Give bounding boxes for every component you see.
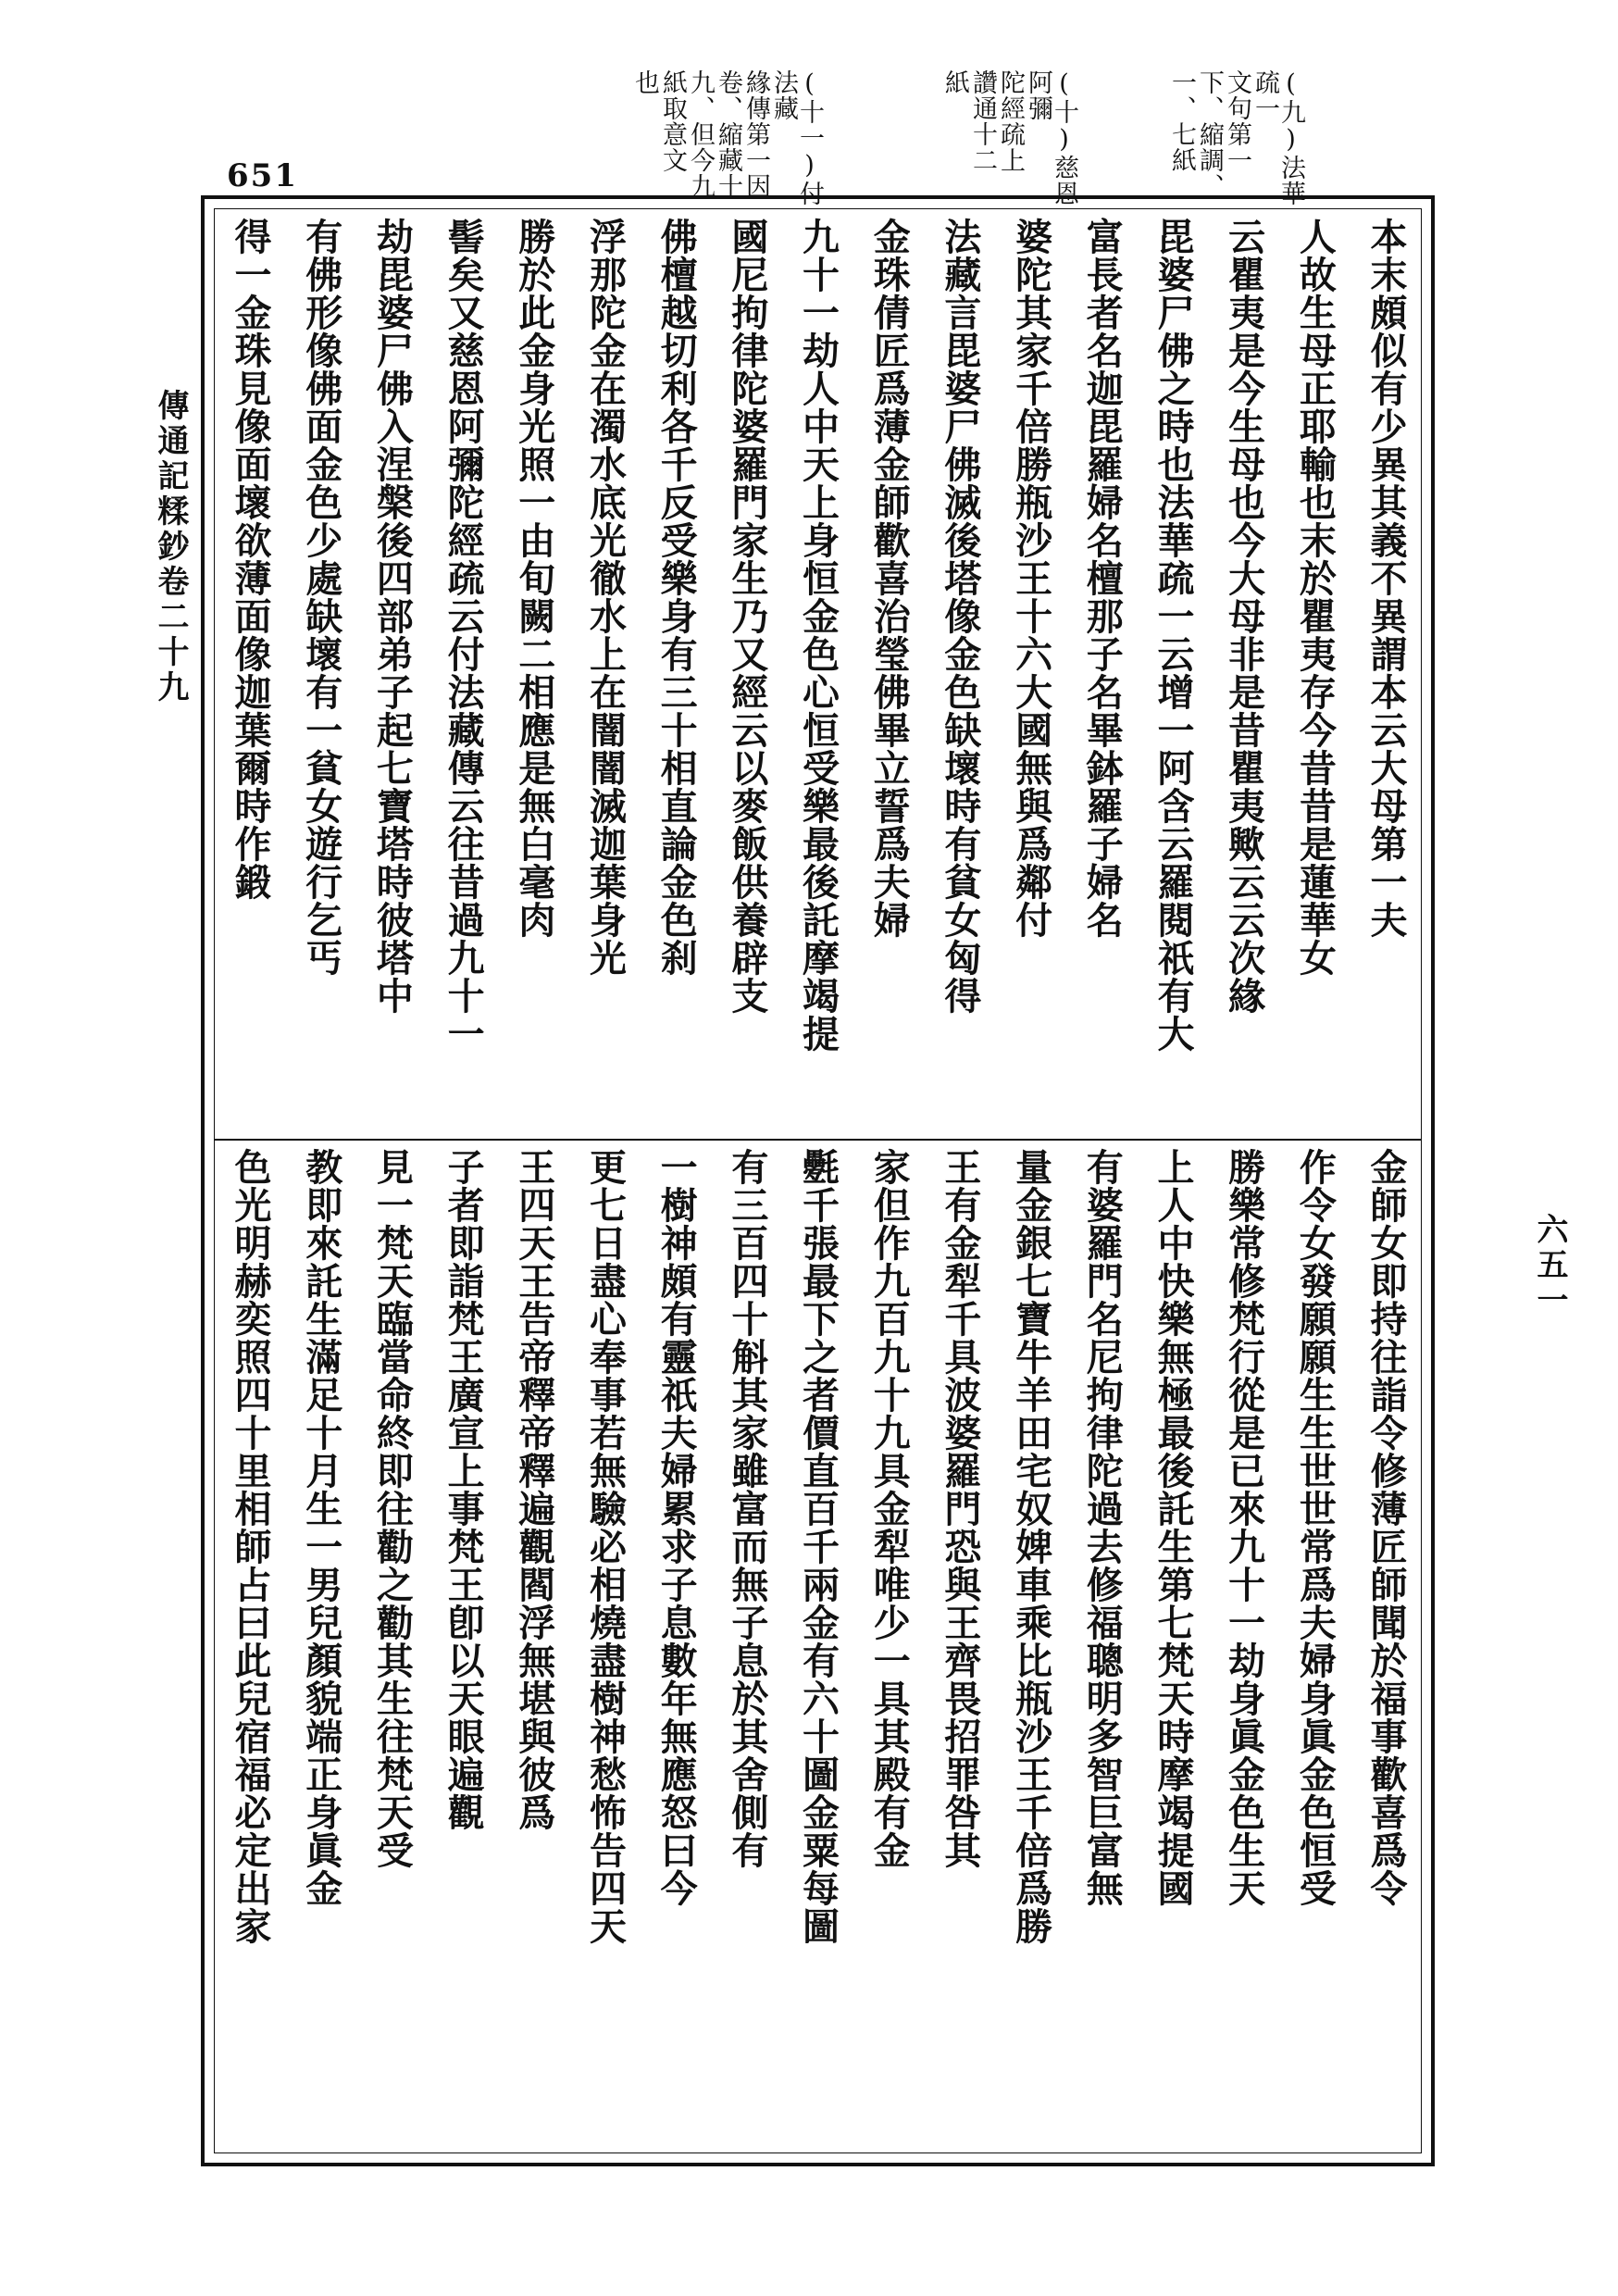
text-column: 作令女發願願生生世世常爲夫婦身眞金色恒受 xyxy=(1293,1148,1338,1907)
text-column: 勝樂常修梵行從是已來九十一劫身眞金色生天 xyxy=(1222,1148,1266,1907)
text-column: 人故生母正耶輸也末於瞿夷存今昔昔是蓮華女 xyxy=(1293,218,1338,977)
text-column: 子者即詣梵王廣宣上事梵王卽以天眼遍觀 xyxy=(442,1148,486,1831)
text-column: 佛檀越切利各千反受樂身有三十相直論金色刹 xyxy=(654,218,699,977)
text-column: 法藏言毘婆尸佛滅後塔像金色缺壞時有貧女匈得 xyxy=(938,218,982,1015)
text-column: 勝於此金身光照一由旬闕二相應是無白毫肉 xyxy=(512,218,556,939)
folio-number: 六五一 xyxy=(1531,1213,1568,1318)
text-column: 金師女即持往詣令修薄匠師聞於福事歡喜爲令 xyxy=(1364,1148,1408,1907)
text-column: 髻矣又慈恩阿彌陀經疏云付法藏傳云往昔過九十一 xyxy=(442,218,486,1053)
head-note-10 xyxy=(941,69,1077,208)
text-column: 有佛形像佛面金色少處缺壞有一貧女遊行乞丐 xyxy=(299,218,343,977)
head-note-line: 陀經疏上 xyxy=(996,69,1025,173)
text-column: 金珠倩匠爲薄金師歡喜治瑩佛畢立誓爲夫婦 xyxy=(867,218,912,939)
head-note-line: 下、縮調、 xyxy=(1195,69,1224,199)
head-note-line: 一、七紙 xyxy=(1167,69,1196,173)
text-column: 量金銀七寶牛羊田宅奴婢車乘比瓶沙王千倍爲勝 xyxy=(1009,1148,1053,1945)
head-note-9 xyxy=(1168,69,1303,208)
text-frame xyxy=(201,195,1435,2166)
text-column: 氎千張最下之者價直百千兩金有六十圖金粟每圖 xyxy=(796,1148,840,1945)
head-note-line: (十)慈恩阿彌 xyxy=(1024,69,1078,206)
upper-register xyxy=(223,218,1413,1134)
register-divider xyxy=(214,1139,1422,1141)
head-note-line: 卷、縮藏十 xyxy=(714,69,742,199)
text-column: 富長者名迦毘羅婦名檀那子名畢鉢羅子婦名 xyxy=(1080,218,1125,939)
text-column: 劫毘婆尸佛入涅槃後四部弟子起七寶塔時彼塔中 xyxy=(370,218,415,1015)
text-column: 毘婆尸佛之時也法華疏一云增一阿含云羅閱祇有大 xyxy=(1151,218,1195,1053)
text-column: 一樹神頗有靈祇夫婦累求子息數年無應怒曰今 xyxy=(654,1148,699,1907)
page-number: 651 xyxy=(227,157,298,194)
text-column: 見一梵天臨當命終即往勸之勸其生往梵天受 xyxy=(370,1148,415,1869)
text-column: 國尼拘律陀婆羅門家生乃又經云以麥飯供養辟支 xyxy=(725,218,769,1015)
text-column: 九十一劫人中天上身恒金色心恒受樂最後託摩竭提 xyxy=(796,218,840,1053)
head-note-11 xyxy=(631,69,822,208)
text-column: 云瞿夷是今生母也今大母非是昔瞿夷歟云云次緣 xyxy=(1222,218,1266,1015)
head-notes xyxy=(631,69,822,208)
text-column: 家但作九百九十九具金犁唯少一具其殿有金 xyxy=(867,1148,912,1869)
text-column: 更七日盡心奉事若無驗必相燒盡樹神愁怖告四天 xyxy=(583,1148,628,1945)
head-note-line: 紙 xyxy=(940,69,969,95)
head-note-line: 九、但今九 xyxy=(686,69,715,199)
text-column: 色光明赫奕照四十里相師占曰此兒宿福必定出家 xyxy=(229,1148,272,1945)
head-notes xyxy=(1168,69,1303,208)
head-note-line: (九)法華疏一 xyxy=(1251,69,1305,206)
text-column: 王四天王告帝釋帝釋遍觀閻浮無堪與彼爲 xyxy=(512,1148,556,1831)
head-note-line: 讚通十二 xyxy=(968,69,997,173)
running-title: 傳通記糅鈔卷二十九 xyxy=(152,389,189,705)
text-column: 上人中快樂無極最後託生第七梵天時摩竭提國 xyxy=(1151,1148,1195,1907)
text-column: 浮那陀金在濁水底光徹水上在闇闇滅迦葉身光 xyxy=(583,218,628,977)
text-column: 本末頗似有少異其義不異謂本云大母第一夫 xyxy=(1364,218,1408,939)
head-note-line: 緣傳第一因 xyxy=(741,69,770,199)
head-notes xyxy=(941,69,1077,208)
lower-register xyxy=(223,1148,1413,2143)
text-column: 教即來託生滿足十月生一男兒顏貌端正身眞金 xyxy=(299,1148,343,1907)
head-note-line: 也 xyxy=(630,69,659,95)
head-note-line: 紙取意文 xyxy=(658,69,687,173)
text-column: 婆陀其家千倍勝瓶沙王十六大國無與爲鄰付 xyxy=(1009,218,1053,939)
head-note-line: 文句第一 xyxy=(1223,69,1251,173)
text-column: 有婆羅門名尼拘律陀過去修福聰明多智巨富無 xyxy=(1080,1148,1125,1907)
text-column: 有三百四十斛其家雖富而無子息於其舍側有 xyxy=(725,1148,769,1869)
text-column: 王有金犁千具波婆羅門恐與王齊畏招罪咎其 xyxy=(938,1148,982,1869)
head-note-line: (十一)付法藏 xyxy=(769,69,824,206)
text-column: 得一金珠見像面壞欲薄面像迦葉爾時作鍛 xyxy=(229,218,272,901)
